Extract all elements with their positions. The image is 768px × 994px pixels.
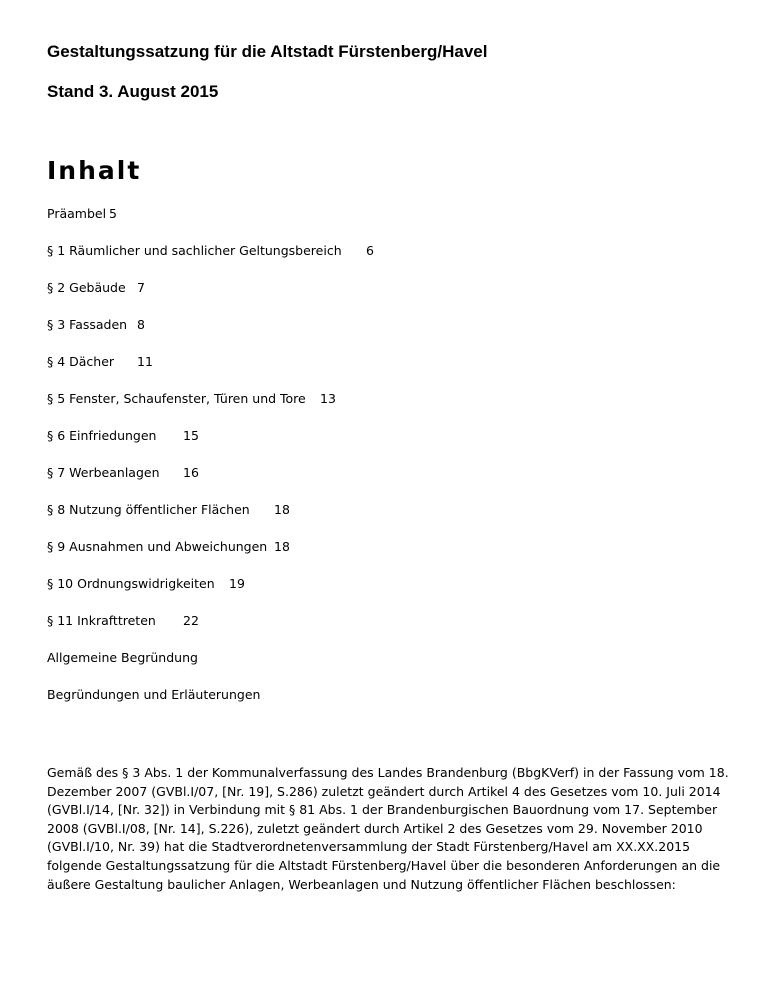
toc-entry-label: Begründungen und Erläuterungen: [47, 687, 261, 702]
toc-entry-page: 15: [183, 428, 199, 443]
toc-entry-page: 7: [137, 280, 145, 295]
toc-entry-page: 18: [274, 502, 290, 517]
toc-entry-page: 18: [274, 539, 290, 554]
toc-entry-page: 5: [109, 206, 117, 221]
toc-entry-page: 22: [183, 613, 199, 628]
toc-entry-label: § 7 Werbeanlagen: [47, 465, 160, 480]
toc-entry-label: § 4 Dächer: [47, 354, 115, 369]
toc-entry-label: § 2 Gebäude: [47, 280, 126, 295]
toc-entry-page: 16: [183, 465, 199, 480]
toc-entry-label: § 8 Nutzung öffentlicher Flächen: [47, 502, 250, 517]
preamble-paragraph: Gemäß des § 3 Abs. 1 der Kommunalverfassung des Landes Brandenburg (BbgKVerf) in der Fassung vom 18. Dezember 2007 (GVBl.I/07, [Nr. 19], S.286) zuletzt geändert durch Artikel 4 des Gesetzes vom 10. Juli 2014 (GVBl.I/14, [Nr. 32]) in Verbindung mit § 81 Abs. 1 der Brandenburgischen Bauordnung vom 17. September 2008 (GVBl.I/08, [Nr. 14], S.226), zuletzt geändert durch Artikel 2 des Gesetzes vom 29. November 2010 (GVBl.I/10, Nr. 39) hat die Stadtverordnetenversammlung der Stadt Fürstenberg/Havel am XX.XX.2015 folgende Gestaltungssatzung für die Altstadt Fürstenberg/Havel über die besonderen Anforderungen an die äußere Gestaltung baulicher Anlagen, Werbeanlagen und Nutzung öffentlicher Flächen beschlossen:: [47, 765, 729, 892]
toc-entry-label: § 6 Einfriedungen: [47, 428, 157, 443]
toc-entry-label: § 3 Fassaden: [47, 317, 128, 332]
toc-entry-label: § 9 Ausnahmen und Abweichungen: [47, 539, 268, 554]
toc-entry-label: § 1 Räumlicher und sachlicher Geltungsbereich: [47, 243, 342, 258]
toc-entry-label: § 11 Inkrafttreten: [47, 613, 156, 628]
toc-entry-page: 8: [137, 317, 145, 332]
toc-entry-page: 6: [366, 243, 374, 258]
toc-entry-label: Präambel: [47, 206, 107, 221]
toc-heading: Inhalt: [47, 156, 142, 185]
toc-entry-label: Allgemeine Begründung: [47, 650, 198, 665]
toc-entry-label: § 10 Ordnungswidrigkeiten: [47, 576, 215, 591]
toc-entry-page: 19: [229, 576, 245, 591]
toc-entry-page: 13: [320, 391, 336, 406]
toc-entry-page: 11: [137, 354, 153, 369]
document-title: Gestaltungssatzung für die Altstadt Fürstenberg/Havel: [47, 42, 488, 61]
toc-entry-label: § 5 Fenster, Schaufenster, Türen und Tore: [47, 391, 306, 406]
document-date: Stand 3. August 2015: [47, 82, 219, 101]
